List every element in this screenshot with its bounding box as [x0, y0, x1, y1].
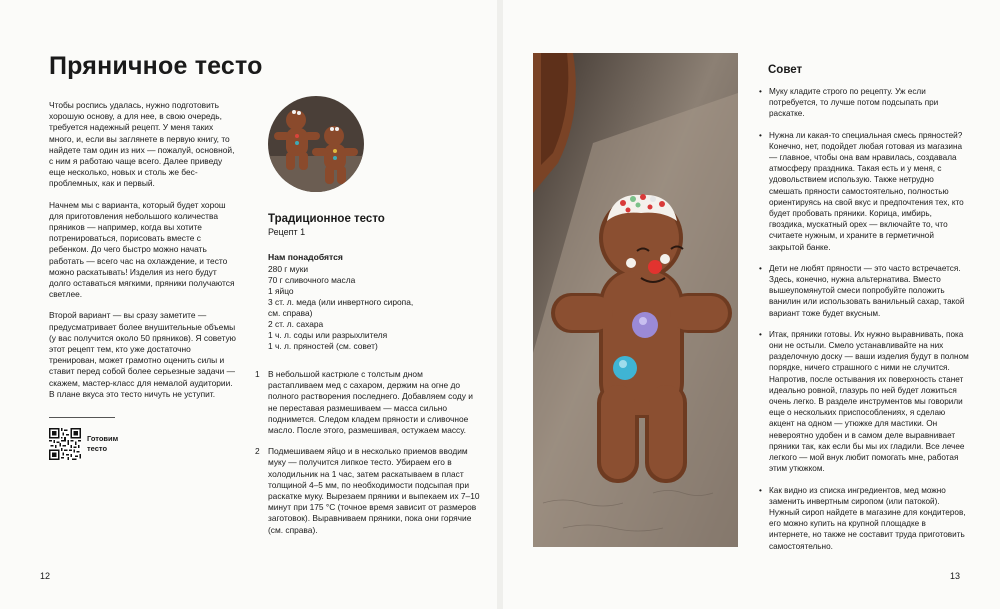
intro-paragraph: Начнем мы с варианта, который будет хорош для приготовления небольшого количества пряников — например, когда вы хотите потренироваться, порисовать вместе с ребенком. До чего быстро можно начать работать — всего час на охлаждение, и тесто можно раскатывать! Изделия из него будут долго оставаться мягкими, пряники получаются светлее. [49, 199, 235, 300]
intro-paragraph: Второй вариант — вы сразу заметите — предусматривает более внушительные объемы (у вас получится около 50 пряников). Я советую этот рецепт тем, кто уже достаточно тренирован, может грамотно оценить силы и ставит перед собой более серьезные задачи — скажем, мастер-класс для немалой аудитории. В плане вкуса это тесто ничуть не уступит. [49, 310, 236, 399]
recipe-step [255, 446, 480, 536]
ingredient-item: 1 ч. л. соды или разрыхлителя [268, 330, 388, 340]
recipe-block [268, 213, 478, 352]
bullet-icon: • [759, 130, 762, 140]
advice-item [759, 329, 969, 475]
page-number-right: 13 [950, 571, 961, 581]
advice-text: Нужна ли какая-то специальная смесь пряностей? Конечно, нет, подойдет любая готовая из магазина — главное, чтобы она вам нравилась, создавала атмосферу праздника. Такая есть и у меня, с удовольствием использую. Также нетрудно смешать пряности самостоятельно, полностью ориентируясь на свой вкус и предпочтения тех, кто будет пробовать пряники. Корица, имбирь, гвоздика, мускатный орех — включайте то, что считаете нужным, и храните в герметичной закрытой банке. [769, 130, 964, 252]
intro-paragraph: Чтобы роспись удалась, нужно подготовить хорошую основу, а для нее, в свою очередь, требуется надежный рецепт. У меня таких много, и, если вы заглянете в первую книгу, то найдете там один из них — пожалуй, основной, с ним я работаю чаще всего. Далее приведу еще несколько, новых и столь же беспроблемных, как и первый. [49, 100, 235, 189]
qr-label: Готовим тесто [87, 434, 119, 453]
page-number-left: 12 [40, 571, 51, 581]
advice-item [759, 86, 969, 120]
ingredients-heading: Нам понадобятся [268, 252, 343, 262]
recipe-steps [255, 369, 480, 546]
advice-text: Как видно из списка ингредиентов, мед можно заменить инвертным сиропом (или патокой). Нужный сироп найдете в магазине для кондитеров, его можно купить на крупной площадке в интернете, но также не составит труда приготовить самостоятельно. [769, 485, 966, 551]
advice-item [759, 263, 969, 319]
ingredient-item: 280 г муки [268, 264, 309, 274]
step-text: Подмешиваем яйцо и в несколько приемов вводим муку — получится липкое тесто. Убираем его в холодильник на 1 час, затем раскатываем в пласт толщиной 4–5 мм, по необходимости подсыпая при раскатке муку. Вырезаем пряники и выпекаем их 7–10 минут при 175 °С (точное время зависит от размеров заготовок). Выравниваем пряники, пока они горячие (см. справа). [268, 446, 480, 535]
gingerbread-thumbnail-image [268, 96, 364, 192]
gingerbread-man-photo [533, 53, 738, 547]
step-number: 2 [255, 446, 260, 457]
bullet-icon: • [759, 263, 762, 273]
advice-item [759, 130, 969, 253]
recipe-subtitle: Рецепт 1 [268, 227, 306, 237]
page-title: Пряничное тесто [49, 52, 263, 80]
bullet-icon: • [759, 485, 762, 495]
advice-title: Совет [768, 64, 803, 76]
advice-text: Дети не любят пряности — это часто встречается. Здесь, конечно, нужна альтернатива. Вместо вышеупомянутой смеси попробуйте положить ванилин или использовать ванильный сахар, такой вариант тоже будет вкусным. [769, 263, 965, 318]
ingredients-list [268, 264, 478, 352]
ingredient-item: 2 ст. л. сахара [268, 319, 324, 329]
ingredient-item: 3 ст. л. меда (или инвертного сиропа, [268, 297, 414, 307]
recipe-title: Традиционное тесто [268, 213, 385, 225]
step-text: В небольшой кастрюле с толстым дном растапливаем мед с сахаром, держим на огне до полного растворения последнего. Добавляем соду и не переставая размешиваем — масса сильно поднимется. Следом кладем пряности и сливочное масло. После этого, размешивая, остужаем массу. [268, 369, 473, 436]
intro-text [49, 100, 239, 410]
bullet-icon: • [759, 87, 762, 96]
step-number: 1 [255, 369, 260, 379]
qr-code-icon[interactable] [49, 428, 81, 460]
separator-line [49, 417, 115, 418]
advice-block [759, 64, 969, 562]
ingredient-item: 1 ч. л. пряностей (см. совет) [268, 341, 378, 351]
advice-text: Муку кладите строго по рецепту. Уж если потребуется, то лучше потом подсыпать при раскатке. [769, 87, 939, 119]
ingredient-item: 70 г сливочного масла [268, 275, 356, 285]
ingredient-item: см. справа) [268, 308, 313, 318]
ingredient-item: 1 яйцо [268, 286, 294, 296]
advice-item [759, 485, 969, 552]
recipe-step [255, 369, 480, 436]
bullet-icon: • [759, 329, 762, 339]
advice-text: Итак, пряники готовы. Их нужно выравнивать, пока они не остыли. Смело устанавливайте на них разделочную доску — ваши изделия будут в полном порядке, ничего страшного с ними не случится. Напротив, после остывания их поверхность станет идеально ровной, глазурь по ней будет ложиться очень легко. В разделе инструментов мы говорили еще о нескольких приспособлениях, я сделаю акцент на одном — утюжке для мастики. Он невероятно удобен и в самом деле выравнивает пряники так, как если бы мы их гладили. Все лечее легкого — мой внук любит помогать мне, работая этим утюжком. [769, 329, 969, 474]
